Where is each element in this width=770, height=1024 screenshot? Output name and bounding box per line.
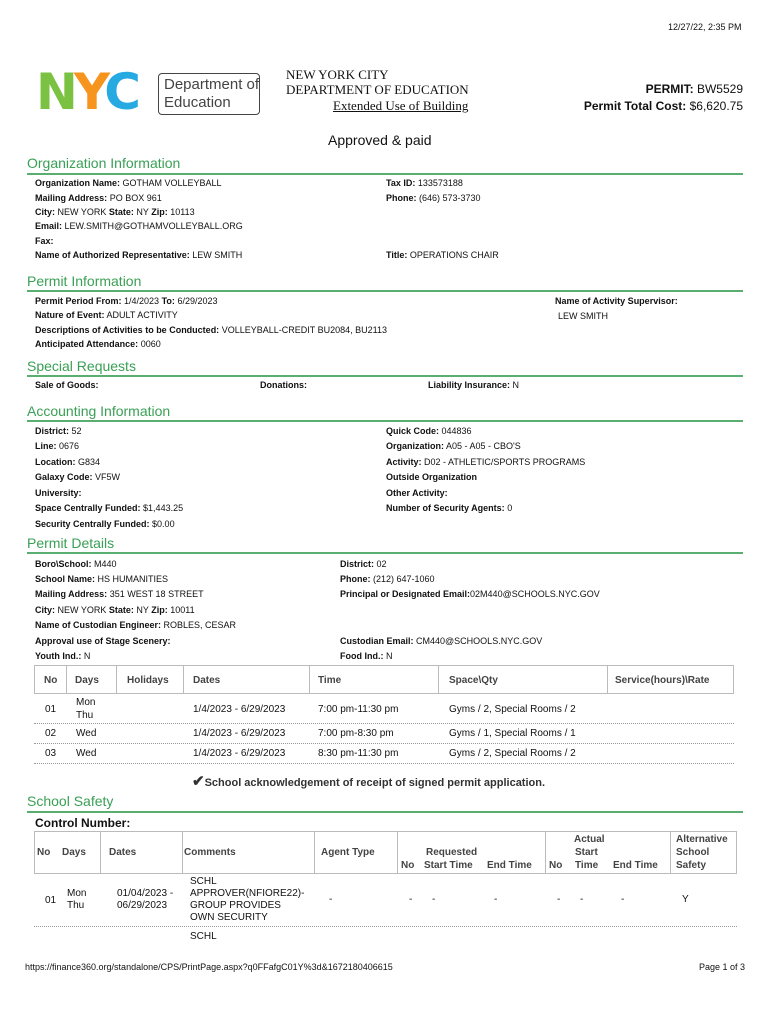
safety-row-req-no: - (409, 894, 413, 905)
safety-row-comment: SCHL (190, 876, 217, 887)
acct-line: Line: 0676 (35, 441, 80, 451)
safety-row-days: Thu (67, 900, 85, 911)
acct-other-activity: Other Activity: (386, 488, 448, 498)
col-space-qty: Space\Qty (449, 675, 498, 686)
acct-galaxy-code: Galaxy Code: VF5W (35, 472, 121, 482)
safety-row-comment: SCHL (190, 931, 217, 942)
safety-row-act-no: - (557, 894, 561, 905)
details-principal-email: Principal or Designated Email:02M440@SCHOOLS.NYC.GOV (340, 589, 600, 599)
permit-number: BW5529 (696, 82, 743, 96)
details-custodian-email: Custodian Email: CM440@SCHOOLS.NYC.GOV (340, 636, 543, 646)
details-mailing-address: Mailing Address: 351 WEST 18 STREET (35, 589, 204, 599)
safety-col-alt2: School (676, 847, 710, 858)
table-row-no: 03 (45, 748, 57, 759)
supervisor-name: LEW SMITH (558, 311, 609, 321)
safety-row-req-end: - (494, 894, 498, 905)
permit-period: Permit Period From: 1/4/2023 To: 6/29/2023 (35, 296, 218, 306)
table-row-days: Mon (76, 697, 96, 708)
org-tax-id: Tax ID: 133573188 (386, 178, 463, 188)
table-row-time: 8:30 pm-11:30 pm (318, 748, 399, 759)
table-row-space: Gyms / 1, Special Rooms / 1 (449, 728, 576, 739)
status-text: Approved & paid (328, 132, 432, 148)
permit-description: Descriptions of Activities to be Conducted: VOLLEYBALL-CREDIT BU2084, BU2113 (35, 325, 387, 335)
permit-attendance: Anticipated Attendance: 0060 (35, 339, 161, 349)
donations-label: Donations: (260, 380, 307, 390)
safety-row-dates: 01/04/2023 - (117, 888, 174, 899)
safety-row-dates: 06/29/2023 (117, 900, 168, 911)
logo-text-line1: Department of (164, 76, 260, 93)
details-boro-school: Boro\School: M440 (35, 559, 117, 569)
header-subtitle: Extended Use of Building (333, 98, 469, 113)
table-row-dates: 1/4/2023 - 6/29/2023 (193, 704, 286, 715)
table-row-time: 7:00 pm-11:30 pm (318, 704, 399, 715)
safety-col-comments: Comments (184, 847, 236, 858)
acct-university: University: (35, 488, 82, 498)
safety-row-comment: OWN SECURITY (190, 912, 268, 923)
org-representative: Name of Authorized Representative: LEW SMITH (35, 250, 243, 260)
safety-col-req-start: Start Time (424, 860, 473, 871)
permit-label: PERMIT: (645, 82, 694, 96)
acct-activity: Activity: D02 - ATHLETIC/SPORTS PROGRAMS (386, 457, 586, 467)
section-divider (27, 173, 743, 175)
header-city: NEW YORK CITY (286, 67, 389, 82)
safety-col-days: Days (62, 847, 86, 858)
section-divider (27, 420, 743, 422)
permit-number-line (646, 82, 743, 96)
details-stage-scenery: Approval use of Stage Scenery: (35, 636, 171, 646)
org-fax: Fax: (35, 236, 54, 246)
acknowledgement-line (192, 772, 545, 790)
details-custodian-engineer: Name of Custodian Engineer: ROBLES, CESAR (35, 620, 237, 630)
details-school-name: School Name: HS HUMANITIES (35, 574, 169, 584)
acct-quick-code: Quick Code: 044836 (386, 426, 472, 436)
safety-col-act-end: End Time (613, 860, 658, 871)
nyc-logo-mark: NYC (36, 63, 137, 121)
safety-col-requested: Requested (426, 847, 478, 858)
section-divider (27, 290, 743, 292)
acct-security-funded: Security Centrally Funded: $0.00 (35, 519, 175, 529)
col-service-rate: Service(hours)\Rate (615, 675, 710, 686)
col-holidays: Holidays (127, 675, 169, 686)
table-row-no: 02 (45, 728, 57, 739)
table-row-days: Wed (76, 728, 97, 739)
safety-row-comment: APPROVER(NFIORE22)- (190, 888, 305, 899)
safety-row-act-start: - (580, 894, 584, 905)
liability-insurance: Liability Insurance: N (428, 380, 520, 390)
safety-col-req-end: End Time (487, 860, 532, 871)
safety-col-agent-type: Agent Type (321, 847, 375, 858)
permit-cost-line (584, 99, 743, 113)
logo-text-line2: Education (164, 94, 231, 111)
details-food-ind: Food Ind.: N (340, 651, 393, 661)
acct-location: Location: G834 (35, 457, 101, 467)
section-title-organization: Organization Information (27, 155, 181, 171)
control-number-label: Control Number: (35, 816, 131, 830)
details-youth-ind: Youth Ind.: N (35, 651, 91, 661)
safety-col-alt3: Safety (676, 860, 707, 871)
table-row-space: Gyms / 2, Special Rooms / 2 (449, 704, 576, 715)
safety-col-dates: Dates (109, 847, 137, 858)
permit-cost-label: Permit Total Cost: (583, 99, 687, 113)
org-email: Email: LEW.SMITH@GOTHAMVOLLEYBALL.ORG (35, 221, 243, 231)
col-dates: Dates (193, 675, 221, 686)
header-dept: DEPARTMENT OF EDUCATION (286, 82, 469, 97)
org-name: Organization Name: GOTHAM VOLLEYBALL (35, 178, 222, 188)
section-title-school-safety: School Safety (27, 793, 114, 809)
details-phone: Phone: (212) 647-1060 (340, 574, 435, 584)
safety-row-req-start: - (432, 894, 436, 905)
col-days: Days (75, 675, 99, 686)
safety-col-actual-start: Start (575, 847, 598, 858)
table-row-time: 7:00 pm-8:30 pm (318, 728, 394, 739)
acct-space-funded: Space Centrally Funded: $1,443.25 (35, 503, 184, 513)
safety-row-comment: GROUP PROVIDES (190, 900, 281, 911)
table-row-dates: 1/4/2023 - 6/29/2023 (193, 748, 286, 759)
details-district: District: 02 (340, 559, 387, 569)
acknowledgement-text: School acknowledgement of receipt of signed permit application. (204, 777, 546, 789)
nyc-doe-logo (36, 63, 260, 121)
sale-of-goods-label: Sale of Goods: (35, 380, 99, 390)
supervisor-label: Name of Activity Supervisor: (555, 296, 678, 306)
permit-nature: Nature of Event: ADULT ACTIVITY (35, 310, 178, 320)
safety-col-no: No (37, 847, 51, 858)
footer-url: https://finance360.org/standalone/CPS/PrintPage.aspx?q0FFafgC01Y%3d&1672180406615 (25, 962, 393, 972)
table-row-no: 01 (45, 704, 57, 715)
safety-row-days: Mon (67, 888, 87, 899)
table-row-days: Thu (76, 710, 94, 721)
checkmark-icon: ✔ (192, 773, 205, 790)
section-title-accounting: Accounting Information (27, 403, 171, 419)
org-phone: Phone: (646) 573-3730 (386, 193, 481, 203)
safety-col-actual: Actual (574, 834, 605, 845)
safety-row-alt: Y (682, 894, 689, 905)
safety-row-no: 01 (45, 895, 57, 906)
safety-row-act-end: - (621, 894, 625, 905)
col-time: Time (318, 675, 342, 686)
footer-page-number: Page 1 of 3 (699, 962, 746, 972)
safety-col-actual-time: Time (575, 860, 599, 871)
safety-col-req-no: No (401, 860, 415, 871)
safety-col-act-no: No (549, 860, 563, 871)
col-no: No (44, 675, 58, 686)
acct-district: District: 52 (35, 426, 82, 436)
org-city-state-zip: City: NEW YORK State: NY Zip: 10113 (35, 207, 195, 217)
acct-outside-org: Outside Organization (386, 472, 478, 482)
acct-security-agents: Number of Security Agents: 0 (386, 503, 513, 513)
print-timestamp: 12/27/22, 2:35 PM (668, 22, 742, 32)
acct-organization: Organization: A05 - A05 - CBO'S (386, 441, 521, 451)
table-row-space: Gyms / 2, Special Rooms / 2 (449, 748, 576, 759)
section-title-permit-details: Permit Details (27, 535, 115, 551)
section-divider (27, 552, 743, 554)
permit-cost: $6,620.75 (689, 99, 743, 113)
org-mailing-address: Mailing Address: PO BOX 961 (35, 193, 162, 203)
section-divider (27, 811, 743, 813)
details-city-state-zip: City: NEW YORK State: NY Zip: 10011 (35, 605, 195, 615)
table-row-days: Wed (76, 748, 97, 759)
section-divider (27, 375, 743, 377)
section-title-permit-info: Permit Information (27, 273, 142, 289)
safety-col-alt1: Alternative (676, 834, 728, 845)
table-row-dates: 1/4/2023 - 6/29/2023 (193, 728, 286, 739)
section-title-special-requests: Special Requests (27, 358, 136, 374)
org-rep-title: Title: OPERATIONS CHAIR (386, 250, 499, 260)
safety-row-agent: - (329, 894, 333, 905)
